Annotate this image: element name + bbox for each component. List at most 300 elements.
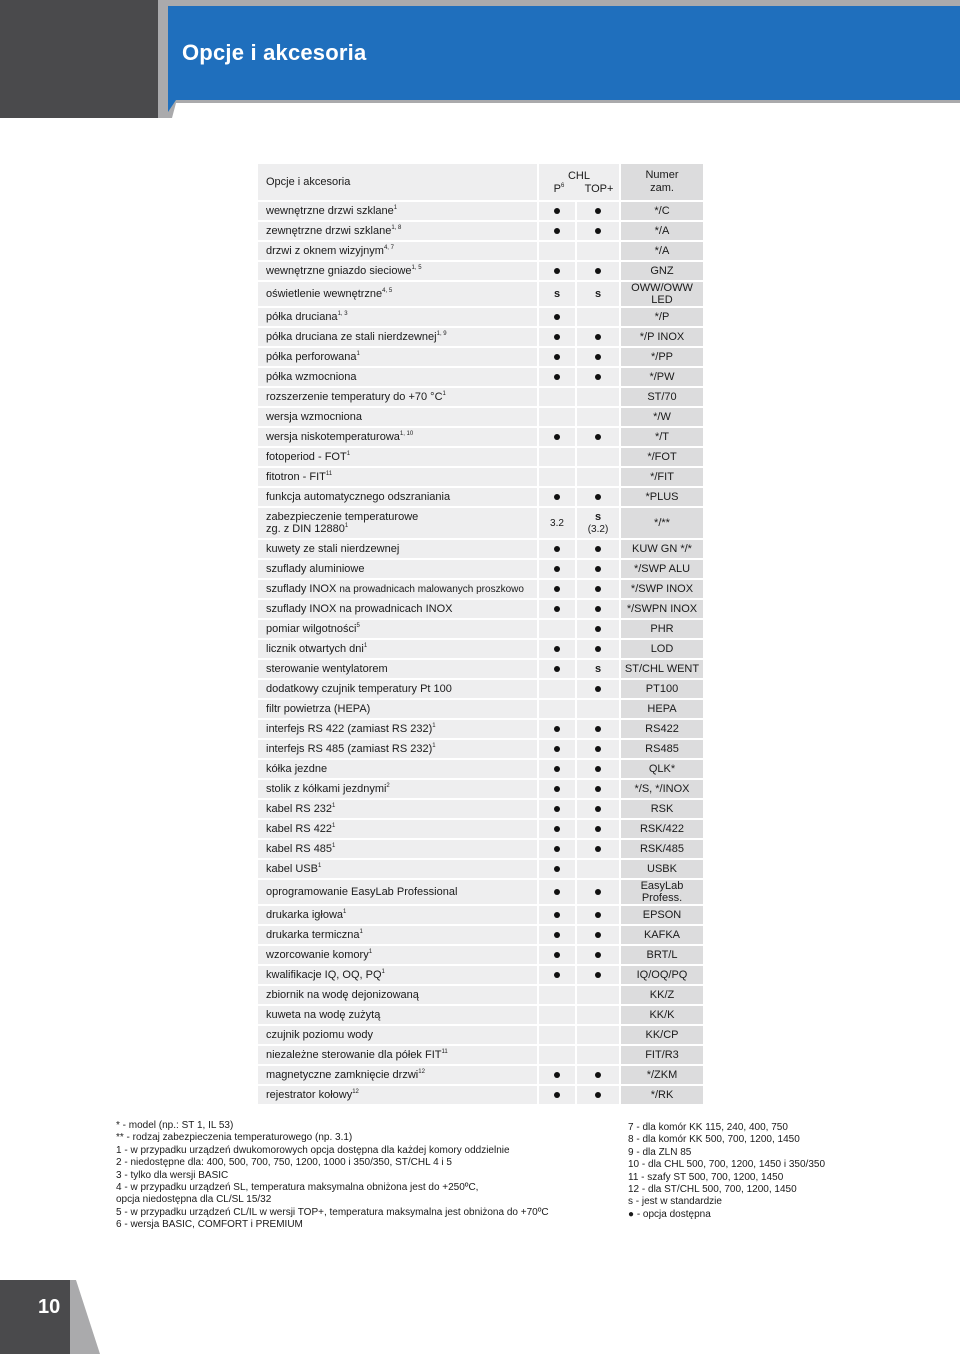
order-code-text: RS485 [645, 743, 679, 755]
option-name-text: interfejs RS 485 (zamiast RS 232) [266, 743, 433, 755]
availability-top-plus [576, 539, 620, 559]
order-code-text: BRT/L [646, 949, 678, 961]
availability-top-plus [576, 447, 620, 467]
order-code [620, 367, 704, 387]
availability-p [538, 307, 576, 327]
option-name [257, 965, 538, 985]
available-dot-icon [554, 586, 560, 592]
order-code-text: */PW [649, 371, 675, 383]
order-code [620, 579, 704, 599]
header-shape [0, 0, 960, 118]
available-dot-icon [595, 494, 601, 500]
available-dot-icon [554, 952, 560, 958]
availability-p [538, 719, 576, 739]
availability-top-plus [576, 965, 620, 985]
available-dot-icon [595, 766, 601, 772]
option-name-text: licznik otwartych dni [266, 643, 364, 655]
footnote-ref: 1, 8 [391, 225, 402, 231]
option-name [257, 1005, 538, 1025]
availability-p [538, 281, 576, 307]
table-row [257, 739, 704, 759]
available-dot-icon [554, 1072, 560, 1078]
availability-top-plus [576, 1065, 620, 1085]
option-name [257, 387, 538, 407]
available-dot-icon [595, 268, 601, 274]
availability-top-plus [576, 719, 620, 739]
order-code-text: */T [654, 431, 670, 443]
availability-top-plus [576, 1005, 620, 1025]
table-row [257, 819, 704, 839]
order-code-text: LOD [650, 643, 674, 655]
header-order-number [620, 163, 704, 201]
order-code [620, 965, 704, 985]
order-code [620, 905, 704, 925]
available-dot-icon [595, 972, 601, 978]
table-row [257, 1025, 704, 1045]
option-name-text: kwalifikacje IQ, OQ, PQ [266, 969, 382, 981]
availability-top-plus [576, 679, 620, 699]
option-name-text: drukarka igłowa [266, 909, 344, 921]
availability-p [538, 507, 576, 539]
footnote-ref: 1 [381, 969, 385, 975]
footnote-line: * - model (np.: ST 1, IL 53) [116, 1120, 234, 1131]
option-name [257, 599, 538, 619]
availability-p [538, 859, 576, 879]
order-code-text: */PP [650, 351, 673, 363]
table-row [257, 539, 704, 559]
availability-p [538, 1065, 576, 1085]
footnote-line: 5 - w przypadku urządzeń CL/IL w wersji TOP+, temperatura maksymalna jest obniżona do +70ºC [116, 1206, 549, 1218]
order-code-text: KAFKA [643, 929, 681, 941]
standard-mark: s [594, 288, 602, 300]
table-row [257, 367, 704, 387]
order-code-text: ST/CHL WENT [624, 663, 700, 675]
option-name [257, 407, 538, 427]
table-row [257, 467, 704, 487]
availability-top-plus [576, 487, 620, 507]
footnote-line: ● - opcja dostępna [628, 1208, 711, 1220]
availability-p [538, 327, 576, 347]
availability-top-plus [576, 599, 620, 619]
footnote-ref: 1 [332, 843, 336, 849]
available-dot-icon [595, 826, 601, 832]
order-code [620, 619, 704, 639]
order-code-text: */ZKM [646, 1069, 678, 1081]
available-dot-icon [554, 726, 560, 732]
order-code-text: KK/CP [645, 1029, 679, 1041]
option-name-text: kabel RS 232 [266, 803, 333, 815]
table-row [257, 779, 704, 799]
available-dot-icon [554, 314, 560, 320]
option-name-text: szuflady INOX na prowadnicach INOX [266, 603, 453, 615]
order-code [620, 307, 704, 327]
footnote-ref: 4, 7 [383, 245, 394, 251]
availability-value: 3.2 [550, 517, 564, 529]
availability-top-plus [576, 739, 620, 759]
footnote-ref: 1 [356, 351, 360, 357]
header-chl-label: CHL [567, 170, 590, 182]
availability-top-plus [576, 1085, 620, 1105]
availability-p [538, 779, 576, 799]
availability-p [538, 945, 576, 965]
order-code-text: KK/K [649, 1009, 675, 1021]
order-code-text: FIT/R3 [645, 1049, 679, 1061]
order-code [620, 201, 704, 221]
option-name-text: czujnik poziomu wody [266, 1029, 373, 1041]
order-code-text: KK/Z [649, 989, 675, 1001]
table-row [257, 599, 704, 619]
footnote-line: 3 - tylko dla wersji BASIC [116, 1169, 229, 1181]
option-name [257, 1085, 538, 1105]
available-dot-icon [554, 354, 560, 360]
option-name [257, 367, 538, 387]
order-code-text: RSK/485 [639, 843, 685, 855]
availability-top-plus [576, 579, 620, 599]
option-name-text: drzwi z oknem wizyjnym [266, 245, 384, 257]
availability-top-plus [576, 799, 620, 819]
option-name-text: rozszerzenie temperatury do +70 °C [266, 391, 443, 403]
availability-p [538, 221, 576, 241]
footnote-ref: 1 [432, 743, 436, 749]
available-dot-icon [554, 766, 560, 772]
order-code [620, 427, 704, 447]
availability-p [538, 347, 576, 367]
available-dot-icon [595, 1092, 601, 1098]
order-code [620, 985, 704, 1005]
option-name-text: kółka jezdne [266, 763, 328, 775]
order-code-text: */FOT [647, 451, 677, 463]
option-name [257, 945, 538, 965]
availability-p [538, 905, 576, 925]
order-code-text: */FIT [650, 471, 674, 483]
availability-top-plus [576, 241, 620, 261]
option-name-text: filtr powietrza (HEPA) [266, 703, 371, 715]
option-name [257, 819, 538, 839]
option-name [257, 905, 538, 925]
available-dot-icon [554, 912, 560, 918]
option-name-text: półka druciana ze stali nierdzewnej [266, 331, 437, 343]
available-dot-icon [554, 806, 560, 812]
availability-top-plus [576, 261, 620, 281]
availability-top-plus [576, 879, 620, 905]
available-dot-icon [554, 208, 560, 214]
footnote-ref: 2 [386, 783, 390, 789]
table-row [257, 559, 704, 579]
availability-p [538, 467, 576, 487]
order-code [620, 839, 704, 859]
option-name [257, 619, 538, 639]
order-code-text: */SWP INOX [630, 583, 694, 595]
availability-top-plus [576, 327, 620, 347]
available-dot-icon [554, 746, 560, 752]
order-code [620, 699, 704, 719]
availability-p [538, 201, 576, 221]
option-name-text: magnetyczne zamknięcie drzwi [266, 1069, 419, 1081]
order-code-text: USBK [647, 863, 677, 875]
order-code [620, 659, 704, 679]
option-name-text: stolik z kółkami jezdnymi [266, 783, 387, 795]
option-name [257, 985, 538, 1005]
availability-p [538, 1085, 576, 1105]
availability-p [538, 447, 576, 467]
table-row [257, 447, 704, 467]
table-row [257, 679, 704, 699]
order-code-text: IQ/OQ/PQ [636, 969, 688, 981]
option-name [257, 241, 538, 261]
available-dot-icon [595, 686, 601, 692]
footnote-ref: 12 [418, 1069, 425, 1075]
table-row [257, 985, 704, 1005]
order-code-text: HEPA [647, 703, 677, 715]
option-name [257, 699, 538, 719]
availability-p [538, 985, 576, 1005]
footnote-ref: 1 [393, 205, 398, 211]
order-code-text: */SWP ALU [633, 563, 691, 575]
option-name-text: wewnętrzne gniazdo sieciowe [266, 265, 412, 277]
availability-p [538, 407, 576, 427]
footnote-line: 9 - dla ZLN 85 [628, 1146, 692, 1158]
availability-top-plus [576, 467, 620, 487]
order-code-text: */A [654, 245, 670, 257]
availability-top-plus [576, 945, 620, 965]
order-code [620, 859, 704, 879]
footnote-line: 4 - w przypadku urządzeń SL, temperatura maksymalna obniżona jest do +250ºC, [116, 1182, 479, 1194]
availability-top-plus [576, 367, 620, 387]
availability-top-plus [576, 619, 620, 639]
available-dot-icon [554, 889, 560, 895]
order-code [620, 467, 704, 487]
availability-top-plus [576, 759, 620, 779]
available-dot-icon [554, 972, 560, 978]
availability-top-plus [576, 925, 620, 945]
order-code [620, 719, 704, 739]
availability-p [538, 599, 576, 619]
available-dot-icon [595, 952, 601, 958]
table-row [257, 1005, 704, 1025]
table-row [257, 579, 704, 599]
availability-p [538, 965, 576, 985]
table-row [257, 261, 704, 281]
availability-top-plus [576, 985, 620, 1005]
availability-top-plus [576, 905, 620, 925]
option-name-text: sterowanie wentylatorem [266, 663, 388, 675]
header-chl-group [538, 163, 620, 201]
option-name-text: rejestrator kołowy [266, 1089, 353, 1101]
available-dot-icon [554, 786, 560, 792]
availability-top-plus [576, 699, 620, 719]
available-dot-icon [595, 606, 601, 612]
available-dot-icon [595, 726, 601, 732]
availability-p [538, 539, 576, 559]
footnote-ref: 1 [359, 929, 363, 935]
availability-top-plus [576, 407, 620, 427]
footnotes-left [116, 1120, 549, 1232]
availability-p [538, 487, 576, 507]
availability-p [538, 879, 576, 905]
available-dot-icon [595, 846, 601, 852]
availability-p [538, 819, 576, 839]
option-name [257, 1065, 538, 1085]
footnote-line: 1 - w przypadku urządzeń dwukomorowych opcja dostępna dla każdej komory oddzielnie [116, 1144, 510, 1156]
option-name [257, 719, 538, 739]
available-dot-icon [554, 866, 560, 872]
table-row [257, 879, 704, 905]
availability-p [538, 739, 576, 759]
options-table [256, 162, 705, 1106]
available-dot-icon [554, 646, 560, 652]
available-dot-icon [595, 334, 601, 340]
footnote-line: ** - rodzaj zabezpieczenia temperaturowego (np. 3.1) [116, 1132, 353, 1144]
option-name [257, 579, 538, 599]
order-code [620, 1045, 704, 1065]
table-row [257, 387, 704, 407]
header-p-sup: 6 [561, 183, 565, 189]
order-code [620, 945, 704, 965]
availability-top-plus [576, 347, 620, 367]
order-code-text: */C [654, 205, 670, 217]
order-code [620, 407, 704, 427]
option-name-text: półka perforowana [266, 351, 357, 363]
availability-p [538, 759, 576, 779]
table-row [257, 307, 704, 327]
available-dot-icon [554, 434, 560, 440]
available-dot-icon [554, 494, 560, 500]
availability-top-plus [576, 507, 620, 539]
option-name [257, 925, 538, 945]
option-name [257, 799, 538, 819]
available-dot-icon [554, 1092, 560, 1098]
footnote-ref: 12 [352, 1089, 359, 1095]
availability-top-plus [576, 387, 620, 407]
option-name-text: pomiar wilgotności [266, 623, 357, 635]
standard-mark: s [594, 510, 602, 523]
order-code [620, 447, 704, 467]
option-name [257, 1025, 538, 1045]
order-code-text: RSK [650, 803, 674, 815]
availability-top-plus [576, 221, 620, 241]
option-name [257, 507, 538, 539]
option-name [257, 739, 538, 759]
option-name-detail: na prowadnicach malowanych proszkowo [339, 583, 524, 595]
table-row [257, 347, 704, 367]
available-dot-icon [554, 846, 560, 852]
footnote-ref: 1, 10 [399, 431, 414, 437]
order-code [620, 261, 704, 281]
availability-p [538, 699, 576, 719]
option-name-text: kuwety ze stali nierdzewnej [266, 543, 400, 555]
availability-p [538, 799, 576, 819]
availability-top-plus [576, 307, 620, 327]
option-name [257, 1045, 538, 1065]
availability-top-plus [576, 779, 620, 799]
order-code [620, 599, 704, 619]
table-row [257, 759, 704, 779]
order-code-text: QLK* [648, 763, 676, 775]
available-dot-icon [595, 208, 601, 214]
option-name [257, 467, 538, 487]
footnote-ref: 1, 9 [436, 331, 447, 337]
availability-top-plus [576, 1025, 620, 1045]
table-row [257, 699, 704, 719]
availability-top-plus [576, 1045, 620, 1065]
footnote-ref: 1 [344, 523, 349, 529]
order-code [620, 487, 704, 507]
table-header-row [257, 163, 704, 201]
availability-p [538, 427, 576, 447]
order-code-text: */SWPN INOX [626, 603, 698, 615]
available-dot-icon [595, 374, 601, 380]
available-dot-icon [554, 228, 560, 234]
order-code [620, 539, 704, 559]
footnote-ref: 1 [368, 949, 373, 955]
order-code [620, 347, 704, 367]
footnote-ref: 4, 5 [382, 288, 393, 294]
order-code [620, 1085, 704, 1105]
order-code [620, 1065, 704, 1085]
order-code [620, 281, 704, 307]
table-row [257, 327, 704, 347]
header-p-label: P [553, 183, 561, 195]
order-code-text: *PLUS [645, 491, 679, 503]
availability-p [538, 619, 576, 639]
order-code-text: */P [654, 311, 670, 323]
footnote-ref: 1 [346, 451, 351, 457]
order-code-text: KUW GN */* [632, 543, 692, 555]
order-code-text: */A [654, 225, 670, 237]
availability-p [538, 387, 576, 407]
option-name [257, 427, 538, 447]
header-options-label: Opcje i akcesoria [257, 163, 538, 201]
header-order-number-line2: zam. [650, 182, 674, 194]
availability-top-plus [576, 281, 620, 307]
footnote-line: 11 - szafy ST 500, 700, 1200, 1450 [628, 1171, 784, 1183]
available-dot-icon [595, 354, 601, 360]
availability-p [538, 839, 576, 859]
standard-mark: s [594, 663, 602, 675]
order-code [620, 679, 704, 699]
order-code [620, 799, 704, 819]
available-dot-icon [554, 566, 560, 572]
available-dot-icon [554, 334, 560, 340]
order-code-text: ST/70 [647, 391, 677, 403]
order-code-text: EasyLab Profess. [640, 880, 684, 904]
option-name-text: drukarka termiczna [266, 929, 360, 941]
table-row [257, 407, 704, 427]
order-code-text: OWW/OWW LED [631, 282, 693, 306]
available-dot-icon [595, 912, 601, 918]
footnote-ref: 11 [441, 1049, 448, 1055]
option-name [257, 307, 538, 327]
option-name [257, 639, 538, 659]
available-dot-icon [554, 826, 560, 832]
availability-p [538, 659, 576, 679]
order-code [620, 639, 704, 659]
available-dot-icon [595, 932, 601, 938]
option-name [257, 261, 538, 281]
option-name-text: kabel RS 485 [266, 843, 333, 855]
order-code [620, 759, 704, 779]
available-dot-icon [595, 228, 601, 234]
order-code [620, 739, 704, 759]
order-code [620, 507, 704, 539]
option-name [257, 539, 538, 559]
option-name-text: zbiornik na wodę dejonizowaną [266, 989, 419, 1001]
footnotes-right [628, 1122, 825, 1221]
option-name [257, 879, 538, 905]
availability-top-plus [576, 659, 620, 679]
order-code [620, 221, 704, 241]
availability-top-plus [576, 859, 620, 879]
